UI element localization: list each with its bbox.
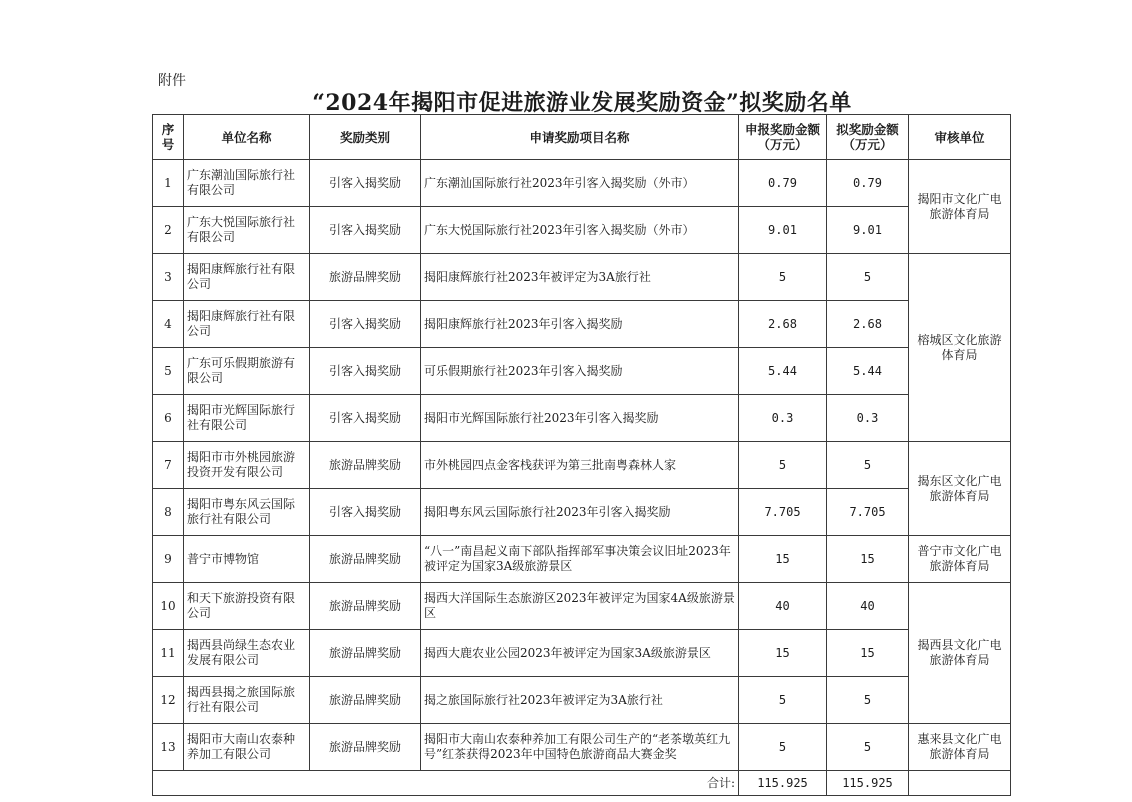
- row-proposed-amount: 9.01: [827, 207, 909, 254]
- row-project: 可乐假期旅行社2023年引客入揭奖励: [421, 348, 739, 395]
- row-no: 13: [153, 724, 184, 771]
- table-row: [153, 442, 1011, 489]
- table-row: [153, 677, 1011, 724]
- row-project: 揭阳康辉旅行社2023年被评定为3A旅行社: [421, 254, 739, 301]
- row-apply-amount: 5: [739, 254, 827, 301]
- row-category: 引客入揭奖励: [310, 207, 421, 254]
- table-row: [153, 630, 1011, 677]
- header-proposed-amount: 拟奖励金额（万元）: [827, 115, 909, 160]
- row-proposed-amount: 5.44: [827, 348, 909, 395]
- row-category: 引客入揭奖励: [310, 489, 421, 536]
- table-header-row: [153, 115, 1011, 160]
- reviewer-cell: 惠来县文化广电旅游体育局: [909, 724, 1011, 771]
- header-apply-amount: 申报奖励金额（万元）: [739, 115, 827, 160]
- table-row: [153, 348, 1011, 395]
- row-unit: 和天下旅游投资有限公司: [184, 583, 310, 630]
- row-apply-amount: 5: [739, 677, 827, 724]
- row-category: 引客入揭奖励: [310, 348, 421, 395]
- table-row: [153, 724, 1011, 771]
- row-proposed-amount: 15: [827, 630, 909, 677]
- reviewer-cell: 揭西县文化广电旅游体育局: [909, 583, 1011, 724]
- reviewer-cell: 榕城区文化旅游体育局: [909, 254, 1011, 442]
- row-apply-amount: 0.3: [739, 395, 827, 442]
- row-unit: 揭阳市大南山农泰种养加工有限公司: [184, 724, 310, 771]
- row-no: 7: [153, 442, 184, 489]
- row-no: 11: [153, 630, 184, 677]
- row-unit: 揭西县尚绿生态农业发展有限公司: [184, 630, 310, 677]
- total-reviewer-empty: [909, 771, 1011, 796]
- row-category: 引客入揭奖励: [310, 395, 421, 442]
- table-row: [153, 301, 1011, 348]
- table-row: [153, 160, 1011, 207]
- row-unit: 揭阳康辉旅行社有限公司: [184, 254, 310, 301]
- row-proposed-amount: 7.705: [827, 489, 909, 536]
- reviewer-cell: 揭东区文化广电旅游体育局: [909, 442, 1011, 536]
- row-project: 揭西大洋国际生态旅游区2023年被评定为国家4A级旅游景区: [421, 583, 739, 630]
- reviewer-cell: 普宁市文化广电旅游体育局: [909, 536, 1011, 583]
- row-project: 揭阳康辉旅行社2023年引客入揭奖励: [421, 301, 739, 348]
- header-no: 序号: [153, 115, 184, 160]
- row-apply-amount: 9.01: [739, 207, 827, 254]
- total-proposed-amount: 115.925: [827, 771, 909, 796]
- row-project: 揭阳市大南山农泰种养加工有限公司生产的“老茶墩英红九号”红茶获得2023年中国特色旅游商品大赛金奖: [421, 724, 739, 771]
- row-proposed-amount: 5: [827, 254, 909, 301]
- row-no: 4: [153, 301, 184, 348]
- row-apply-amount: 15: [739, 536, 827, 583]
- row-project: 揭阳市光辉国际旅行社2023年引客入揭奖励: [421, 395, 739, 442]
- total-apply-amount: 115.925: [739, 771, 827, 796]
- attachment-label: 附件: [158, 73, 186, 89]
- row-no: 12: [153, 677, 184, 724]
- row-no: 10: [153, 583, 184, 630]
- table-row: [153, 395, 1011, 442]
- row-unit: 广东可乐假期旅游有限公司: [184, 348, 310, 395]
- row-project: 揭阳粤东风云国际旅行社2023年引客入揭奖励: [421, 489, 739, 536]
- row-project: 揭西大鹿农业公园2023年被评定为国家3A级旅游景区: [421, 630, 739, 677]
- row-proposed-amount: 5: [827, 677, 909, 724]
- row-project: 市外桃园四点金客栈获评为第三批南粤森林人家: [421, 442, 739, 489]
- row-category: 旅游品牌奖励: [310, 583, 421, 630]
- row-no: 1: [153, 160, 184, 207]
- row-proposed-amount: 5: [827, 724, 909, 771]
- row-unit: 揭西县揭之旅国际旅行社有限公司: [184, 677, 310, 724]
- header-unit: 单位名称: [184, 115, 310, 160]
- row-proposed-amount: 0.79: [827, 160, 909, 207]
- row-project: 揭之旅国际旅行社2023年被评定为3A旅行社: [421, 677, 739, 724]
- row-apply-amount: 5.44: [739, 348, 827, 395]
- row-apply-amount: 5: [739, 442, 827, 489]
- row-project: 广东潮汕国际旅行社2023年引客入揭奖励（外市）: [421, 160, 739, 207]
- row-unit: 广东大悦国际旅行社有限公司: [184, 207, 310, 254]
- row-no: 2: [153, 207, 184, 254]
- row-apply-amount: 40: [739, 583, 827, 630]
- row-unit: 普宁市博物馆: [184, 536, 310, 583]
- row-no: 8: [153, 489, 184, 536]
- header-category: 奖励类别: [310, 115, 421, 160]
- document-title: “2024年揭阳市促进旅游业发展奖励资金”拟奖励名单: [312, 90, 852, 116]
- table-row: [153, 489, 1011, 536]
- row-apply-amount: 15: [739, 630, 827, 677]
- row-unit: 揭阳市粤东风云国际旅行社有限公司: [184, 489, 310, 536]
- row-proposed-amount: 5: [827, 442, 909, 489]
- row-apply-amount: 0.79: [739, 160, 827, 207]
- table-row: [153, 583, 1011, 630]
- row-no: 5: [153, 348, 184, 395]
- row-apply-amount: 2.68: [739, 301, 827, 348]
- row-apply-amount: 5: [739, 724, 827, 771]
- row-proposed-amount: 0.3: [827, 395, 909, 442]
- row-unit: 揭阳市市外桃园旅游投资开发有限公司: [184, 442, 310, 489]
- row-category: 引客入揭奖励: [310, 301, 421, 348]
- row-project: 广东大悦国际旅行社2023年引客入揭奖励（外市）: [421, 207, 739, 254]
- row-category: 旅游品牌奖励: [310, 536, 421, 583]
- row-proposed-amount: 2.68: [827, 301, 909, 348]
- row-category: 旅游品牌奖励: [310, 724, 421, 771]
- total-row: [153, 771, 1011, 796]
- row-category: 旅游品牌奖励: [310, 254, 421, 301]
- row-no: 3: [153, 254, 184, 301]
- row-proposed-amount: 40: [827, 583, 909, 630]
- table-row: [153, 254, 1011, 301]
- row-category: 引客入揭奖励: [310, 160, 421, 207]
- row-no: 9: [153, 536, 184, 583]
- total-label: 合计:: [153, 771, 739, 796]
- table-row: [153, 536, 1011, 583]
- header-reviewer: 审核单位: [909, 115, 1011, 160]
- award-table: [152, 114, 1011, 796]
- table-row: [153, 207, 1011, 254]
- row-no: 6: [153, 395, 184, 442]
- row-category: 旅游品牌奖励: [310, 630, 421, 677]
- row-proposed-amount: 15: [827, 536, 909, 583]
- header-project: 申请奖励项目名称: [421, 115, 739, 160]
- row-apply-amount: 7.705: [739, 489, 827, 536]
- reviewer-cell: 揭阳市文化广电旅游体育局: [909, 160, 1011, 254]
- row-unit: 揭阳市光辉国际旅行社有限公司: [184, 395, 310, 442]
- row-category: 旅游品牌奖励: [310, 677, 421, 724]
- row-unit: 揭阳康辉旅行社有限公司: [184, 301, 310, 348]
- row-category: 旅游品牌奖励: [310, 442, 421, 489]
- row-project: “八一”南昌起义南下部队指挥部军事决策会议旧址2023年被评定为国家3A级旅游景区: [421, 536, 739, 583]
- row-unit: 广东潮汕国际旅行社有限公司: [184, 160, 310, 207]
